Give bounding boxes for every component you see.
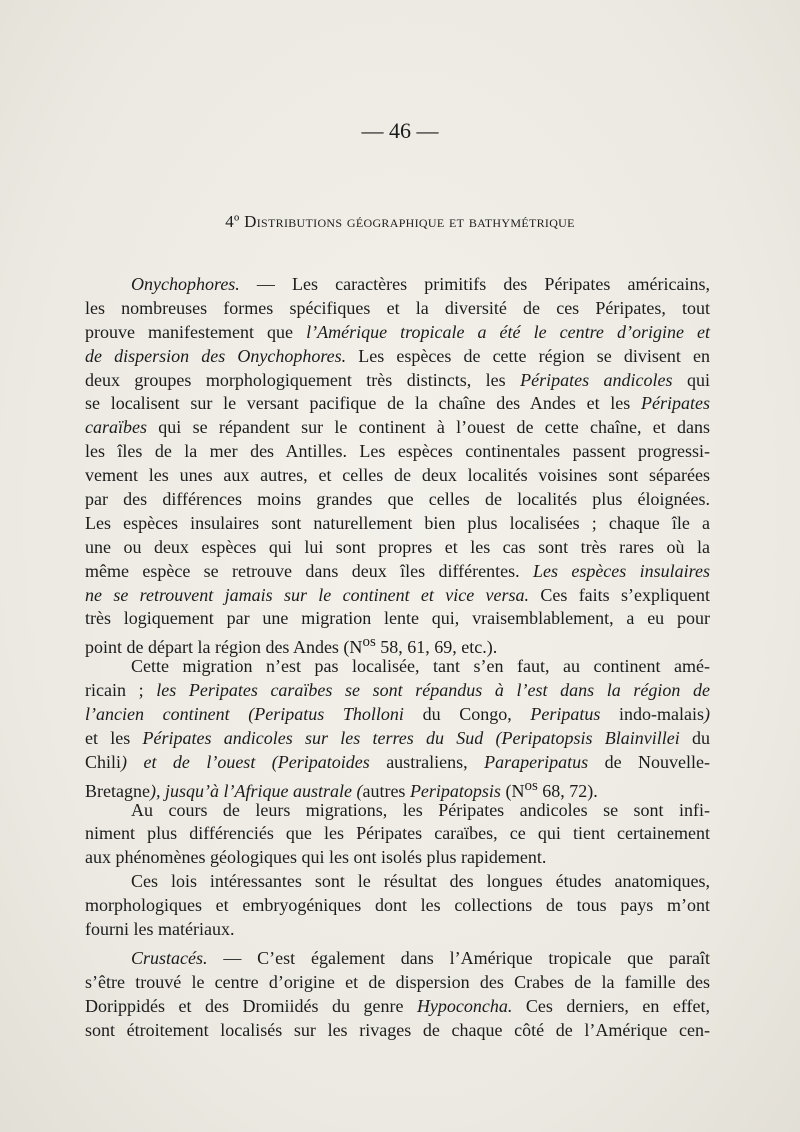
text-line: se localisent sur le versant pacifique de la chaîne des Andes et les Péripates xyxy=(85,393,710,414)
text-line: Les espèces insulaires sont naturellement bien plus localisées ; chaque île a xyxy=(85,512,710,533)
text-line: Au cours de leurs migrations, les Péripates andicoles se sont infi- xyxy=(131,799,710,820)
text-line: ne se retrouvent jamais sur le continent et vice versa. Ces faits s’expliquent xyxy=(85,584,710,605)
text-line: fourni les matériaux. xyxy=(85,919,235,940)
section-title: Distributions géographique et bathymétrique xyxy=(244,212,575,231)
text-line: vement les unes aux autres, et celles de deux localités voisines sont séparées xyxy=(85,465,710,486)
text-line: Onychophores. — Les caractères primitifs des Péripates américains, xyxy=(131,274,710,294)
text-line: caraïbes qui se répandent sur le continent à l’ouest de cette chaîne, et dans xyxy=(85,417,710,438)
text-line: morphologiques et embryogéniques dont les collections de tous pays m’ont xyxy=(85,895,710,916)
text-line: même espèce se retrouve dans deux îles différentes. Les espèces insulaires xyxy=(85,560,710,581)
text-line: les îles de la mer des Antilles. Les espèces continentales passent progressi- xyxy=(85,441,710,462)
section-heading xyxy=(0,212,800,232)
text-line: très logiquement par une migration lente qui, vraisemblablement, a eu pour xyxy=(85,608,710,629)
text-line: Ces lois intéressantes sont le résultat des longues études anatomiques, xyxy=(131,871,710,892)
text-line: les nombreuses formes spécifiques et la diversité de ces Péripates, tout xyxy=(85,297,710,318)
text-line: sont étroitement localisés sur les rivages de chaque côté de l’Amérique cen- xyxy=(85,1019,710,1040)
text-line: une ou deux espèces qui lui sont propres et les cas sont très rares où la xyxy=(85,536,710,557)
text-line: ricain ; les Peripates caraïbes se sont répandus à l’est dans la région de xyxy=(85,680,710,701)
text-line: prouve manifestement que l’Amérique tropicale a été le centre d’origine et xyxy=(85,321,710,342)
text-line: deux groupes morphologiquement très distincts, les Péripates andicoles qui xyxy=(85,369,710,390)
text-line: Cette migration n’est pas localisée, tant s’en faut, au continent amé- xyxy=(131,656,710,677)
text-line: de dispersion des Onychophores. Les espèces de cette région se divisent en xyxy=(85,345,710,366)
text-line: s’être trouvé le centre d’origine et de dispersion des Crabes de la famille des xyxy=(85,971,710,992)
body-text xyxy=(85,273,710,1043)
text-line: Bretagne), jusqu’à l’Afrique australe (autres Peripatopsis ($N^{os}$ 68, 72). xyxy=(85,777,598,801)
page-number: — 46 — xyxy=(361,118,439,143)
text-line: niment plus différenciés que les Péripates caraïbes, ce qui tient certainement xyxy=(85,823,710,844)
text-line: aux phénomènes géologiques qui les ont isolés plus rapidement. xyxy=(85,847,547,868)
text-line: point de départ la région des Andes ($N^{os}$ 58, 61, 69, etc.). xyxy=(85,634,498,658)
text-line: par des différences moins grandes que celles de localités plus éloignées. xyxy=(85,489,710,510)
text-line: Chili) et de l’ouest (Peripatoides australiens, Paraperipatus de Nouvelle- xyxy=(85,751,710,772)
text-line: Crustacés. — C’est également dans l’Amérique tropicale que paraît xyxy=(131,947,710,968)
section-number: 4º xyxy=(225,212,240,231)
text-line: Dorippidés et des Dromiidés du genre Hypoconcha. Ces derniers, en effet, xyxy=(85,995,711,1016)
text-line: et les Péripates andicoles sur les terres du Sud (Peripatopsis Blainvillei du xyxy=(85,727,710,748)
text-line: l’ancien continent (Peripatus Tholloni du Congo, Peripatus indo-malais) xyxy=(85,704,711,725)
